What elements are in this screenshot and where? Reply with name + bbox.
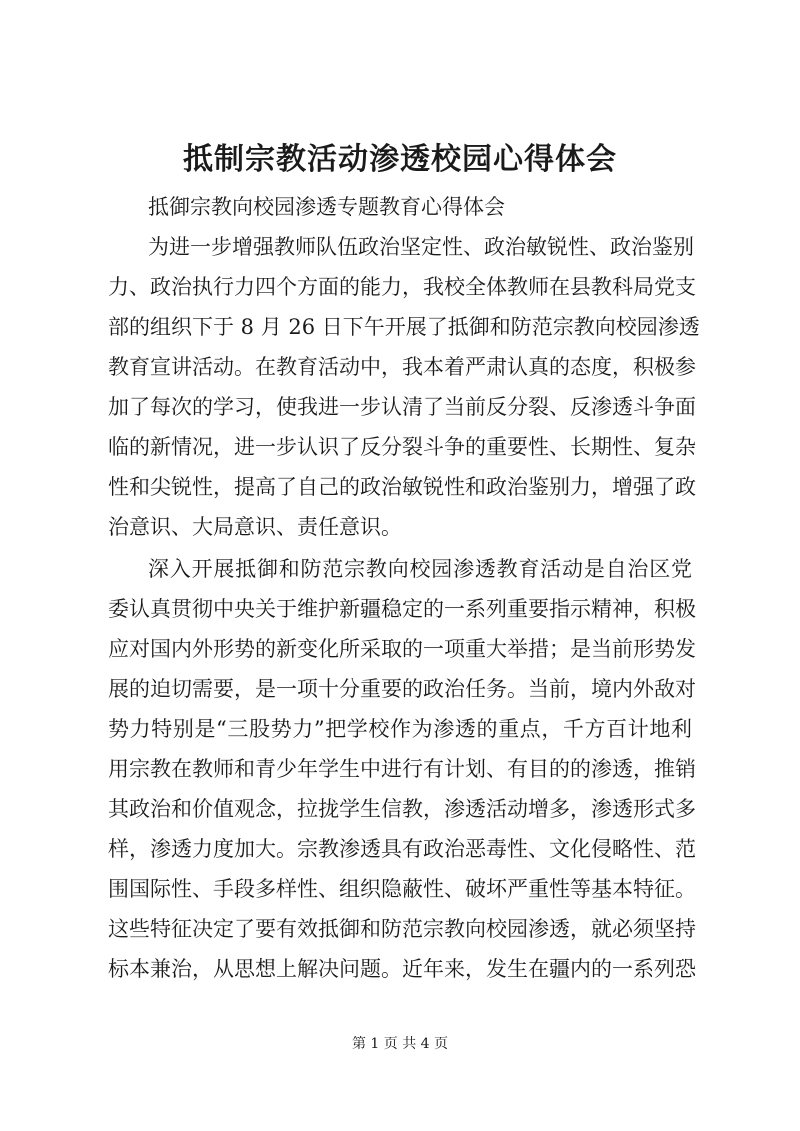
paragraph-2-line: 势力特别是“三股势力”把学校作为渗透的重点，千方百计地利 [108,717,692,741]
paragraph-1-line: 临的新情况，进一步认识了反分裂斗争的重要性、长期性、复杂 [108,435,696,459]
paragraph-2-line: 围国际性、手段多样性、组织隐蔽性、破坏严重性等基本特征。 [108,877,696,901]
document-subtitle: 抵御宗教向校园渗透专题教育心得体会 [148,195,505,219]
paragraph-1-line: 力、政治执行力四个方面的能力，我校全体教师在县教科局党支 [108,275,696,299]
paragraph-2-line: 这些特征决定了要有效抵御和防范宗教向校园渗透，就必须坚持 [108,917,696,941]
paragraph-2-line: 深入开展抵御和防范宗教向校园渗透教育活动是自治区党 [148,557,692,581]
paragraph-1-line: 部的组织下于 8 月 26 日下午开展了抵御和防范宗教向校园渗透 [108,315,700,339]
paragraph-1-line: 加了每次的学习，使我进一步认清了当前反分裂、反渗透斗争面 [108,395,696,419]
paragraph-2-line: 标本兼治，从思想上解决问题。近年来，发生在疆内的一系列恐 [108,957,696,981]
paragraph-1-line: 为进一步增强教师队伍政治坚定性、政治敏锐性、政治鉴别 [148,235,694,259]
paragraph-1-line: 教育宣讲活动。在教育活动中，我本着严肃认真的态度，积极参 [108,355,696,379]
paragraph-2-line: 展的迫切需要，是一项十分重要的政治任务。当前，境内外敌对 [108,677,696,701]
paragraph-2-line: 样，渗透力度加大。宗教渗透具有政治恶毒性、文化侵略性、范 [108,837,696,861]
paragraph-2-line: 用宗教在教师和青少年学生中进行有计划、有目的的渗透，推销 [108,757,696,781]
paragraph-2-line: 应对国内外形势的新变化所采取的一项重大举措；是当前形势发 [108,637,696,661]
paragraph-1-line: 性和尖锐性，提高了自己的政治敏锐性和政治鉴别力，增强了政 [108,475,696,499]
paragraph-2-line: 其政治和价值观念，拉拢学生信教，渗透活动增多，渗透形式多 [108,797,696,821]
paragraph-1-line: 治意识、大局意识、责任意识。 [108,515,402,539]
paragraph-2-line: 委认真贯彻中央关于维护新疆稳定的一系列重要指示精神，积极 [108,597,696,621]
document-title: 抵制宗教活动渗透校园心得体会 [183,142,617,177]
page-footer: 第 1 页 共 4 页 [351,1036,449,1052]
